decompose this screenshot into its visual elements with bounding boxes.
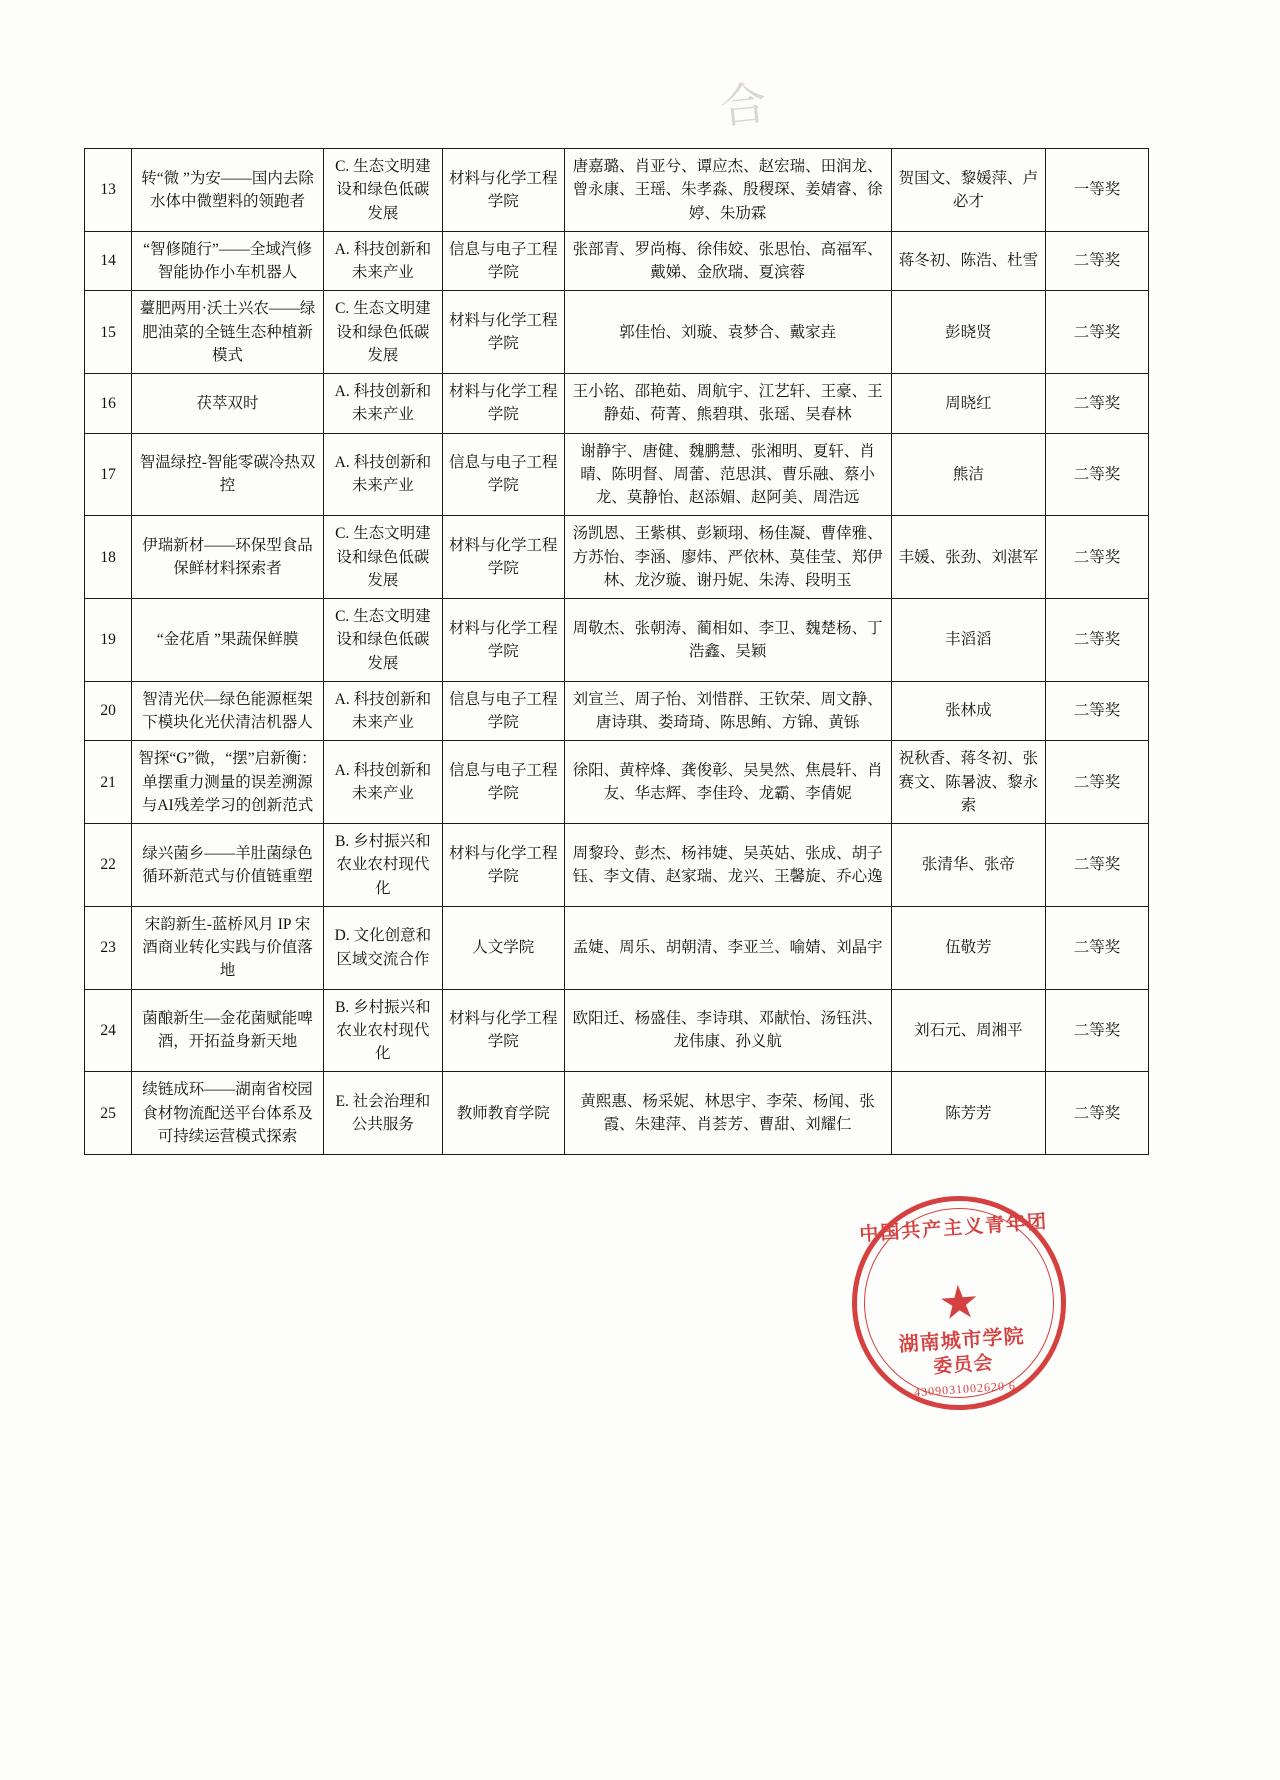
cell-college: 信息与电子工程学院 [443, 681, 564, 741]
cell-members: 孟婕、周乐、胡朝清、李亚兰、喻婧、刘晶宇 [564, 906, 891, 989]
cell-award: 二等奖 [1046, 1072, 1149, 1155]
cell-title: 智探“G”微，“摆”启新衡：单摆重力测量的误差溯源与AI残差学习的创新范式 [132, 741, 323, 824]
cell-teachers: 熊洁 [891, 433, 1045, 516]
cell-college: 信息与电子工程学院 [443, 231, 564, 291]
cell-college: 信息与电子工程学院 [443, 433, 564, 516]
table-row [85, 433, 1149, 516]
table-row [85, 231, 1149, 291]
cell-track: C. 生态文明建设和绿色低碳发展 [323, 149, 442, 232]
cell-track: A. 科技创新和未来产业 [323, 231, 442, 291]
cell-college: 材料与化学工程学院 [443, 291, 564, 374]
cell-award: 二等奖 [1046, 516, 1149, 599]
cell-teachers: 陈芳芳 [891, 1072, 1045, 1155]
cell-college: 材料与化学工程学院 [443, 599, 564, 682]
cell-members: 张部青、罗尚梅、徐伟姣、张思怡、高福军、戴娣、金欣瑞、夏滨蓉 [564, 231, 891, 291]
cell-award: 二等奖 [1046, 374, 1149, 434]
cell-members: 黄熙惠、杨采妮、林思宇、李荣、杨闻、张霞、朱建萍、肖荟芳、曹甜、刘耀仁 [564, 1072, 891, 1155]
cell-award: 二等奖 [1046, 741, 1149, 824]
seal-top-text: 中国共产主义青年团 [858, 1211, 1049, 1246]
cell-award: 二等奖 [1046, 599, 1149, 682]
table-body [85, 149, 1149, 1155]
cell-members: 周黎玲、彭杰、杨祎婕、吴英姑、张成、胡子钰、李文倩、赵家瑞、龙兴、王馨旋、乔心逸 [564, 824, 891, 907]
seal-inner-ring [858, 1202, 1061, 1405]
cell-college: 材料与化学工程学院 [443, 374, 564, 434]
table-row [85, 516, 1149, 599]
cell-teachers: 张林成 [891, 681, 1045, 741]
cell-no: 22 [85, 824, 132, 907]
cell-members: 汤凯恩、王紫棋、彭颖珝、杨佳凝、曹倖雅、方苏怡、李涵、廖炜、严依林、莫佳莹、郑伊林、龙汐璇、谢丹妮、朱涛、段明玉 [564, 516, 891, 599]
cell-college: 材料与化学工程学院 [443, 149, 564, 232]
cell-teachers: 祝秋香、蒋冬初、张赛文、陈暑波、黎永索 [891, 741, 1045, 824]
cell-college: 信息与电子工程学院 [443, 741, 564, 824]
table-row [85, 824, 1149, 907]
cell-title: 智清光伏—绿色能源框架下模块化光伏清洁机器人 [132, 681, 323, 741]
table-row [85, 374, 1149, 434]
cell-no: 24 [85, 989, 132, 1072]
cell-teachers: 蒋冬初、陈浩、杜雪 [891, 231, 1045, 291]
table-row [85, 906, 1149, 989]
cell-college: 人文学院 [443, 906, 564, 989]
cell-teachers: 伍敬芳 [891, 906, 1045, 989]
cell-award: 二等奖 [1046, 231, 1149, 291]
cell-award: 二等奖 [1046, 681, 1149, 741]
cell-teachers: 丰滔滔 [891, 599, 1045, 682]
cell-track: B. 乡村振兴和农业农村现代化 [323, 824, 442, 907]
cell-title: “智修随行”——全域汽修智能协作小车机器人 [132, 231, 323, 291]
table-row [85, 1072, 1149, 1155]
cell-teachers: 彭晓贤 [891, 291, 1045, 374]
cell-track: B. 乡村振兴和农业农村现代化 [323, 989, 442, 1072]
cell-title: 智温绿控-智能零碳冷热双控 [132, 433, 323, 516]
cell-teachers: 周晓红 [891, 374, 1045, 434]
cell-members: 欧阳迁、杨盛佳、李诗琪、邓献怡、汤钰洪、龙伟康、孙义航 [564, 989, 891, 1072]
cell-no: 19 [85, 599, 132, 682]
cell-teachers: 刘石元、周湘平 [891, 989, 1045, 1072]
cell-title: 茯萃双时 [132, 374, 323, 434]
table-row [85, 681, 1149, 741]
table-row [85, 989, 1149, 1072]
cell-no: 16 [85, 374, 132, 434]
cell-no: 20 [85, 681, 132, 741]
handwriting-mark: 合 [718, 76, 780, 134]
cell-teachers: 贺国文、黎媛萍、卢必才 [891, 149, 1045, 232]
seal-org-line2: 委员会 [932, 1352, 995, 1378]
cell-teachers: 张清华、张帝 [891, 824, 1045, 907]
cell-track: A. 科技创新和未来产业 [323, 741, 442, 824]
table-row [85, 291, 1149, 374]
cell-members: 周敬杰、张朝涛、蔺相如、李卫、魏楚杨、丁浩鑫、吴颖 [564, 599, 891, 682]
cell-members: 刘宣兰、周子怡、刘惜群、王钦荣、周文静、唐诗琪、娄琦琦、陈思鲔、方锦、黄铄 [564, 681, 891, 741]
cell-track: A. 科技创新和未来产业 [323, 681, 442, 741]
table-row [85, 741, 1149, 824]
cell-college: 材料与化学工程学院 [443, 824, 564, 907]
table-row [85, 599, 1149, 682]
cell-no: 13 [85, 149, 132, 232]
official-seal [845, 1189, 1073, 1417]
cell-award: 二等奖 [1046, 989, 1149, 1072]
seal-star-icon: ★ [936, 1275, 982, 1330]
cell-college: 材料与化学工程学院 [443, 516, 564, 599]
cell-award: 二等奖 [1046, 433, 1149, 516]
seal-org-line1: 湖南城市学院 [898, 1325, 1026, 1357]
award-list-table [84, 148, 1149, 1155]
cell-title: 菌酿新生—金花菌赋能啤酒，开拓益身新天地 [132, 989, 323, 1072]
table-row [85, 149, 1149, 232]
cell-members: 谢静宇、唐健、魏鹏慧、张湘明、夏轩、肖晴、陈明督、周蕾、范思淇、曹乐融、蔡小龙、莫静怡、赵添媚、赵阿美、周浩远 [564, 433, 891, 516]
cell-title: 续链成环——湖南省校园食材物流配送平台体系及可持续运营模式探索 [132, 1072, 323, 1155]
cell-title: “金花盾 ”果蔬保鲜膜 [132, 599, 323, 682]
cell-members: 王小铭、邵艳茹、周航宇、江艺轩、王豪、王静茹、荷菁、熊碧琪、张瑶、吴春林 [564, 374, 891, 434]
cell-award: 二等奖 [1046, 291, 1149, 374]
cell-track: E. 社会治理和公共服务 [323, 1072, 442, 1155]
cell-title: 薹肥两用·沃土兴农——绿肥油菜的全链生态种植新模式 [132, 291, 323, 374]
cell-no: 23 [85, 906, 132, 989]
cell-no: 25 [85, 1072, 132, 1155]
cell-no: 18 [85, 516, 132, 599]
seal-code: 4309031002620 6 [913, 1378, 1017, 1400]
cell-track: C. 生态文明建设和绿色低碳发展 [323, 291, 442, 374]
cell-members: 徐阳、黄梓烽、龚俊彰、吴昊然、焦晨轩、肖友、华志辉、李佳玲、龙霸、李倩妮 [564, 741, 891, 824]
cell-award: 二等奖 [1046, 906, 1149, 989]
cell-title: 伊瑞新材——环保型食品保鲜材料探索者 [132, 516, 323, 599]
cell-award: 二等奖 [1046, 824, 1149, 907]
cell-no: 15 [85, 291, 132, 374]
cell-track: A. 科技创新和未来产业 [323, 433, 442, 516]
cell-track: C. 生态文明建设和绿色低碳发展 [323, 599, 442, 682]
cell-teachers: 丰媛、张劲、刘湛军 [891, 516, 1045, 599]
cell-no: 17 [85, 433, 132, 516]
cell-award: 一等奖 [1046, 149, 1149, 232]
cell-members: 郭佳怡、刘璇、袁梦合、戴家垚 [564, 291, 891, 374]
cell-title: 宋韵新生-蓝桥风月 IP 宋酒商业转化实践与价值落地 [132, 906, 323, 989]
cell-track: D. 文化创意和区域交流合作 [323, 906, 442, 989]
cell-members: 唐嘉璐、肖亚兮、谭应杰、赵宏瑞、田润龙、曾永康、王瑶、朱孝淼、殷稷琛、姜婧睿、徐婷、朱劢霖 [564, 149, 891, 232]
cell-no: 14 [85, 231, 132, 291]
cell-title: 绿兴菌乡——羊肚菌绿色循环新范式与价值链重塑 [132, 824, 323, 907]
cell-no: 21 [85, 741, 132, 824]
cell-college: 教师教育学院 [443, 1072, 564, 1155]
cell-track: A. 科技创新和未来产业 [323, 374, 442, 434]
cell-track: C. 生态文明建设和绿色低碳发展 [323, 516, 442, 599]
cell-college: 材料与化学工程学院 [443, 989, 564, 1072]
cell-title: 转“微 ”为安——国内去除水体中微塑料的领跑者 [132, 149, 323, 232]
